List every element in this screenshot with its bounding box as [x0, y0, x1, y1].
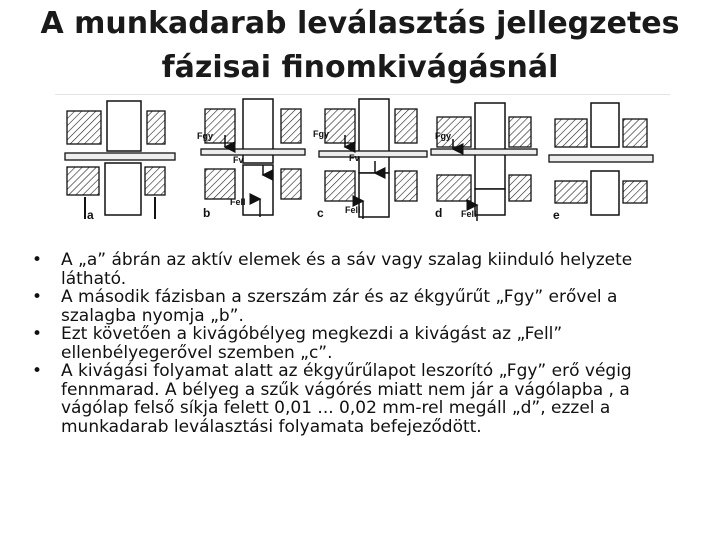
bullet-marker: • [31, 287, 43, 307]
bullet-text: Ezt követően a kivágóbélyeg megkezdi a kivágást az „Fell” ellenbélyegerővel szemben „c”. [61, 324, 563, 363]
bullet-text: A második fázisban a szerszám zár és az ékgyűrűt „Fgy” erővel a szalagba nyomja „b”. [61, 287, 618, 326]
slide-title-line2: fázisai finomkivágásnál [161, 50, 559, 85]
panel-d [431, 103, 537, 221]
slide-title-line1: A munkadarab leválasztás jellegzetes [40, 6, 680, 41]
bullet-list [0, 251, 700, 436]
bullet-item-4 [0, 362, 700, 436]
panel-c-label-fv: Fv [349, 153, 360, 163]
fine-blanking-phases-figure [55, 94, 670, 247]
panel-b-label-fv: Fv [233, 155, 244, 165]
bullet-marker: • [31, 361, 43, 381]
panel-b-letter: b [203, 206, 211, 220]
panel-e [549, 103, 653, 222]
bullet-marker: • [31, 250, 43, 270]
panel-e-letter: e [553, 208, 560, 222]
panel-c-letter: c [317, 206, 324, 220]
panel-b [197, 99, 305, 220]
panel-c-label-fgy: Fgy [313, 129, 330, 139]
panel-d-label-fgy: Fgy [435, 131, 452, 141]
panel-a [65, 101, 175, 222]
slide-title [40, 2, 680, 90]
panel-d-label-fell: Fell [461, 209, 477, 219]
bullet-text: A „a” ábrán az aktív elemek és a sáv vagy szalag kiinduló helyzete látható. [61, 250, 633, 289]
panel-c [313, 99, 427, 220]
panel-c-label-fell: Fell [345, 205, 361, 215]
bullet-item-3 [0, 325, 700, 362]
bullet-marker: • [31, 324, 43, 344]
panel-b-label-fgy: Fgy [197, 131, 214, 141]
bullet-item-2 [0, 288, 700, 325]
phases-diagram [55, 95, 670, 247]
panel-a-letter: a [87, 208, 94, 222]
panel-d-letter: d [435, 206, 443, 220]
bullet-text: A kivágási folyamat alatt az ékgyűrűlapot leszorító „Fgy” erő végig fennmarad. A bélyeg a szűk vágórés miatt nem jár a vágólapba , a vágólap felső síkja felett 0,01 ... 0,02 mm-rel megáll „d”, ezzel a munkadarab leválasztási folyamata befejeződött. [61, 361, 632, 437]
bullet-item-1 [0, 251, 700, 288]
panel-b-label-fell: Fell [230, 197, 246, 207]
